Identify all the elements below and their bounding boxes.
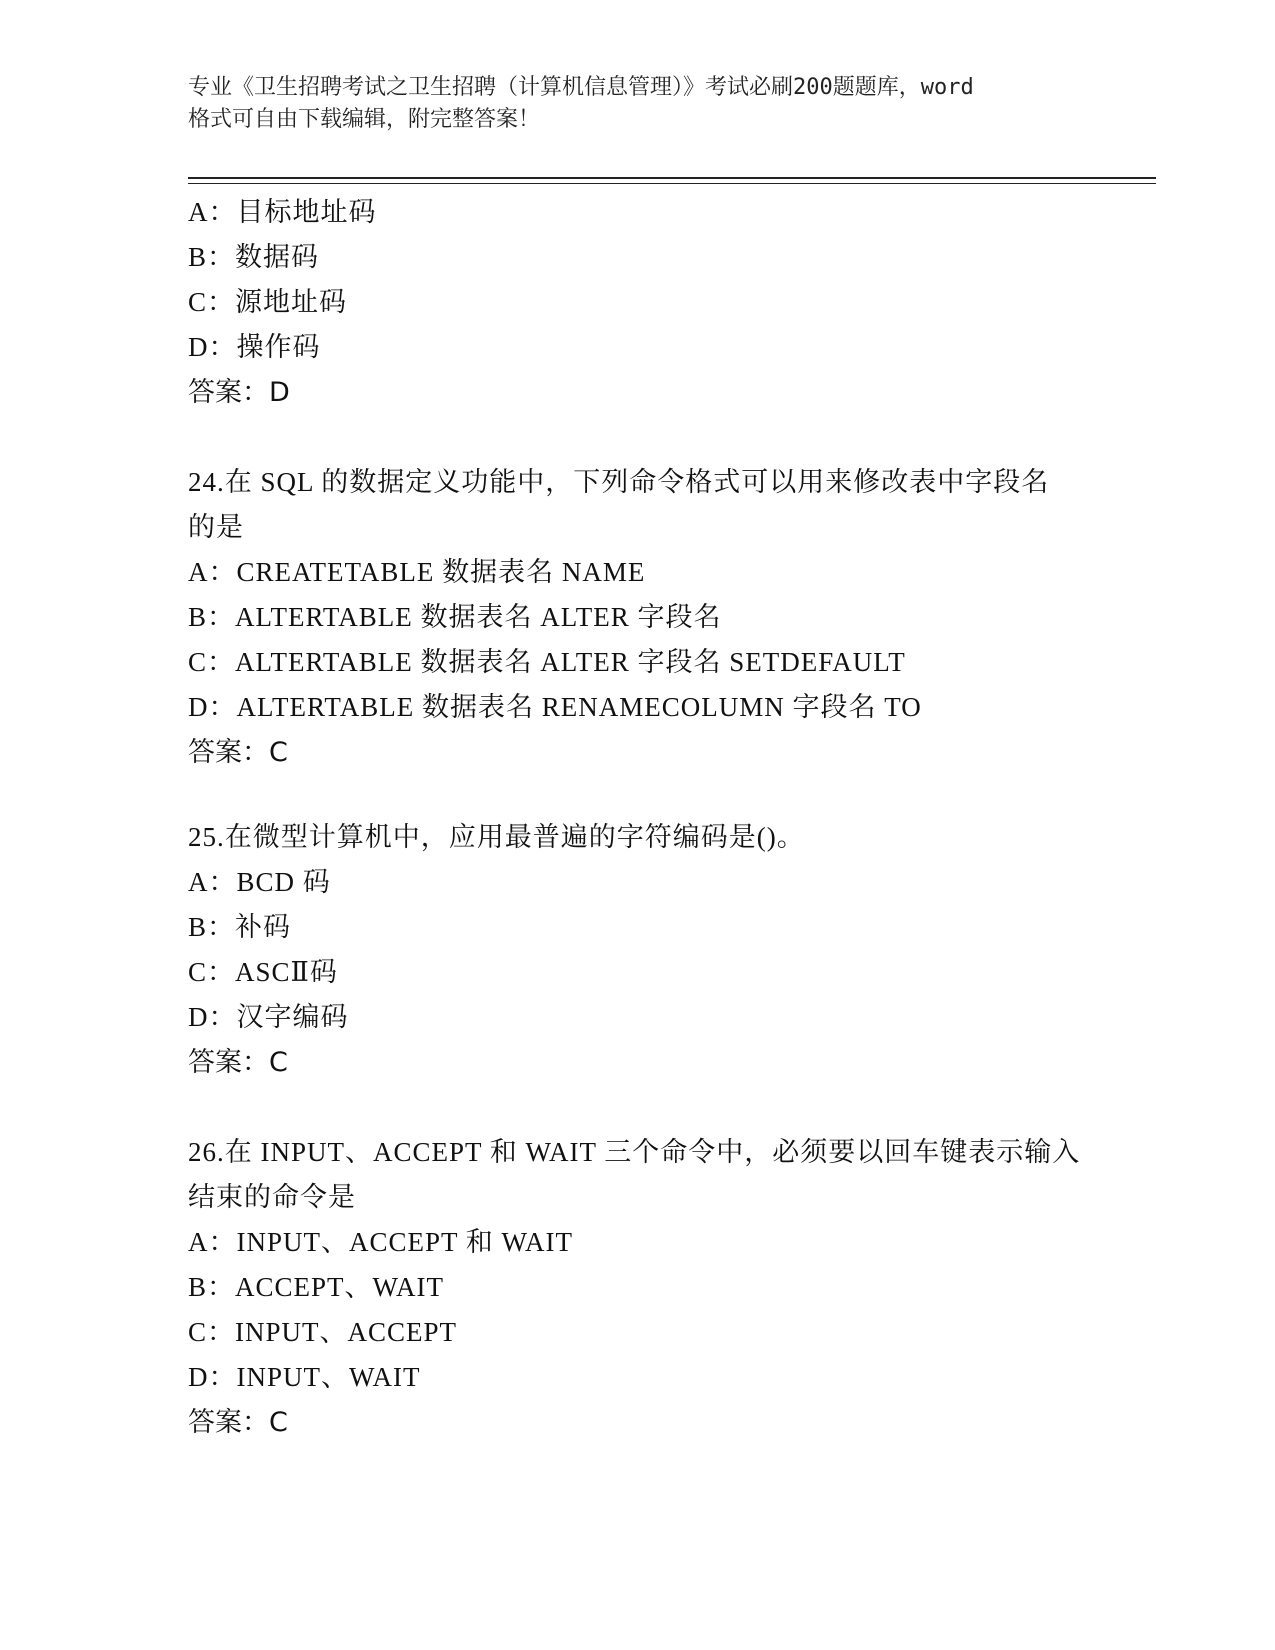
q26-question-line-1: 26.在 INPUT、ACCEPT 和 WAIT 三个命令中，必须要以回车键表示输入 (188, 1137, 1081, 1167)
q24-option-b: B：ALTERTABLE 数据表名 ALTER 字段名 (188, 602, 722, 632)
q25-option-d: D：汉字编码 (188, 1002, 349, 1032)
q25-answer: 答案：C (188, 1047, 288, 1078)
q25-option-c: C：ASCⅡ码 (188, 957, 338, 987)
q23-option-b: B：数据码 (188, 242, 320, 272)
q24-option-c: C：ALTERTABLE 数据表名 ALTER 字段名 SETDEFAULT (188, 647, 906, 677)
header-rule-thin (188, 183, 1156, 184)
q23-answer: 答案：D (188, 377, 290, 408)
document-header (188, 72, 1088, 136)
q24-option-d: D：ALTERTABLE 数据表名 RENAMECOLUMN 字段名 TO (188, 692, 922, 722)
q26-answer: 答案：C (188, 1407, 288, 1438)
header-line-2: 格式可自由下载编辑，附完整答案！ (188, 107, 541, 132)
q24-question-line-1: 24.在 SQL 的数据定义功能中，下列命令格式可以用来修改表中字段名 (188, 467, 1050, 497)
q23-option-a: A：目标地址码 (188, 197, 377, 227)
q26-option-d: D：INPUT、WAIT (188, 1362, 421, 1392)
q24-question-line-2: 的是 (188, 512, 244, 542)
header-rule-thick (188, 177, 1156, 179)
q25-option-b: B：补码 (188, 912, 292, 942)
q26-question-line-2: 结束的命令是 (188, 1182, 356, 1212)
q26-option-a: A：INPUT、ACCEPT 和 WAIT (188, 1227, 573, 1257)
q24-answer: 答案：C (188, 737, 288, 768)
q26-option-c: C：INPUT、ACCEPT (188, 1317, 458, 1347)
q26-option-b: B：ACCEPT、WAIT (188, 1272, 444, 1302)
q25-option-a: A：BCD 码 (188, 867, 331, 897)
q23-option-c: C：源地址码 (188, 287, 348, 317)
q25-question-line-1: 25.在微型计算机中，应用最普遍的字符编码是()。 (188, 822, 805, 852)
header-line-1: 专业《卫生招聘考试之卫生招聘（计算机信息管理）》考试必刷200题题库，word (188, 75, 974, 100)
q24-option-a: A：CREATETABLE 数据表名 NAME (188, 557, 646, 587)
q23-option-d: D：操作码 (188, 332, 321, 362)
